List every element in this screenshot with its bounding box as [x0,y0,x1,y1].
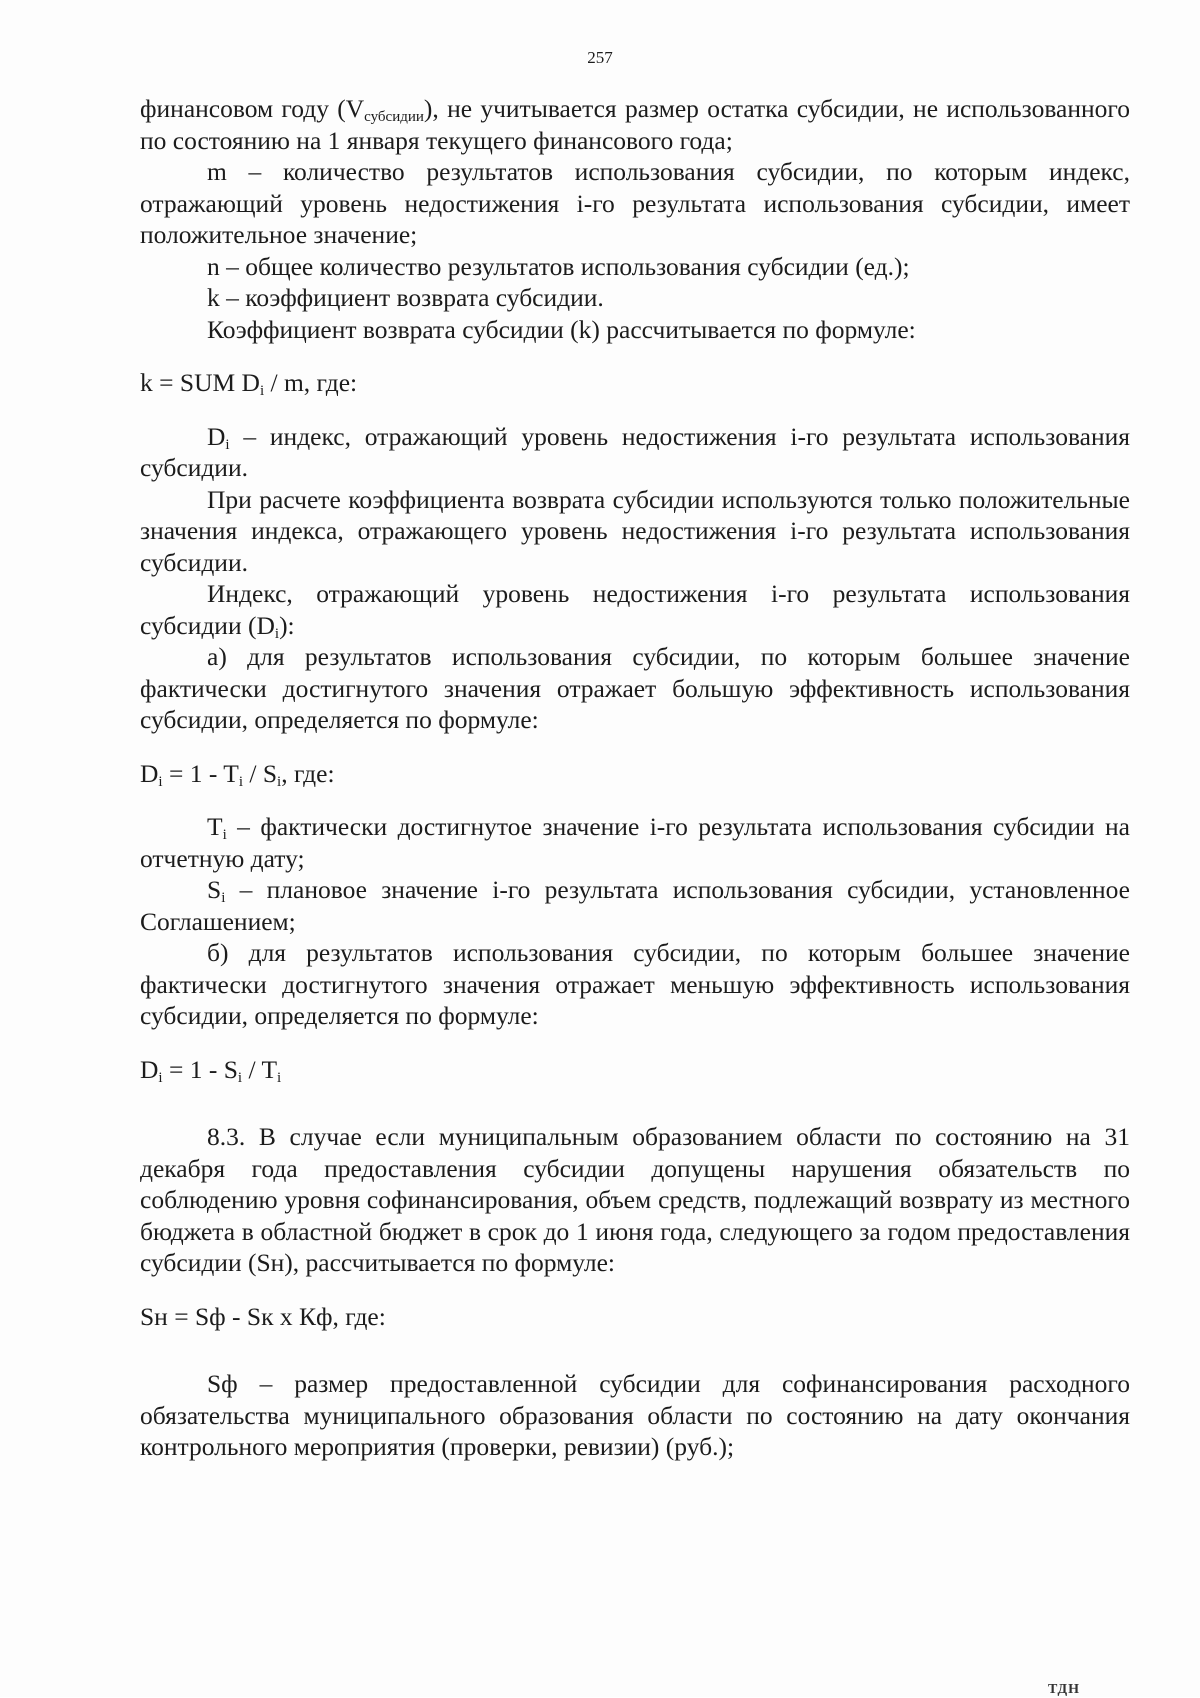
corner-stamp: ТДН [1048,1682,1080,1697]
formula-di-b: $D_i = 1 - S_i / T_i$ [140,1054,282,1086]
paragraph-si-definition: $S_i$ – плановое значение i-го результата использования субсидии, установленное Соглашением; [140,875,1130,936]
paragraph-index-intro: Индекс, отражающий уровень недостижения i-го результата использования субсидии $(D_i)$: [140,579,1130,642]
paragraph-case-a: а) для результатов использования субсидии, по которым большее значение фактически достигнутого значения отражает большую эффективность использования субсидии, определяется по формуле: [140,642,1130,734]
paragraph-m-definition: m – количество результатов использования субсидии, по которым индекс, отражающий уровень недостижения i-го результата использования субсидии, имеет положительное значение; [140,157,1130,249]
paragraph-n-definition: n – общее количество результатов использования субсидии (ед.); [207,251,910,281]
paragraph-di-definition: $D_i$ – индекс, отражающий уровень недостижения i-го результата использования субсидии. [140,421,1130,482]
formula-sn: Sн = Sф - Sк x Кф, где: [140,1301,386,1331]
paragraph-case-b: б) для результатов использования субсидии, по которым большее значение фактически достигнутого значения отражает меньшую эффективность использования субсидии, определяется по формуле: [140,938,1130,1030]
document-body [140,93,1130,1463]
paragraph-positive-values: При расчете коэффициента возврата субсидии используются только положительные значения индекса, отражающего уровень недостижения i-го результата использования субсидии. [140,484,1130,577]
page-number: 257 [587,48,613,67]
paragraph-fiscal-year: финансовом году $(V_{субсидии})$, не учитывается размер остатка субсидии, не использованного по состоянию на 1 января текущего финансового года; [140,94,1130,155]
paragraph-k-definition: k – коэффициент возврата субсидии. [207,283,604,312]
paragraph-k-intro: Коэффициент возврата субсидии (k) рассчитывается по формуле: [207,314,916,344]
paragraph-sf-definition: Sф – размер предоставленной субсидии для софинансирования расходного обязательства муниципального образования области по состоянию на дату окончания контрольного мероприятия (проверки, ревизии) (руб.); [140,1369,1130,1461]
paragraph-ti-definition: $T_i$ – фактически достигнутое значение i-го результата использования субсидии на отчетную дату; [140,812,1130,873]
formula-k: k = SUM $D_i$ / m, где: [140,368,358,399]
paragraph-section-8-3: 8.3. В случае если муниципальным образованием области по состоянию на 31 декабря года предоставления субсидии допущены нарушения обязательств по соблюдению уровня софинансирования, объем средств, подлежащий возврату из местного бюджета в областной бюджет в срок до 1 июня года, следующего за годом предоставления субсидии (Sн), рассчитывается по формуле: [140,1122,1130,1277]
formula-di-a: $D_i = 1 - T_i / S_i$, где: [140,758,335,790]
